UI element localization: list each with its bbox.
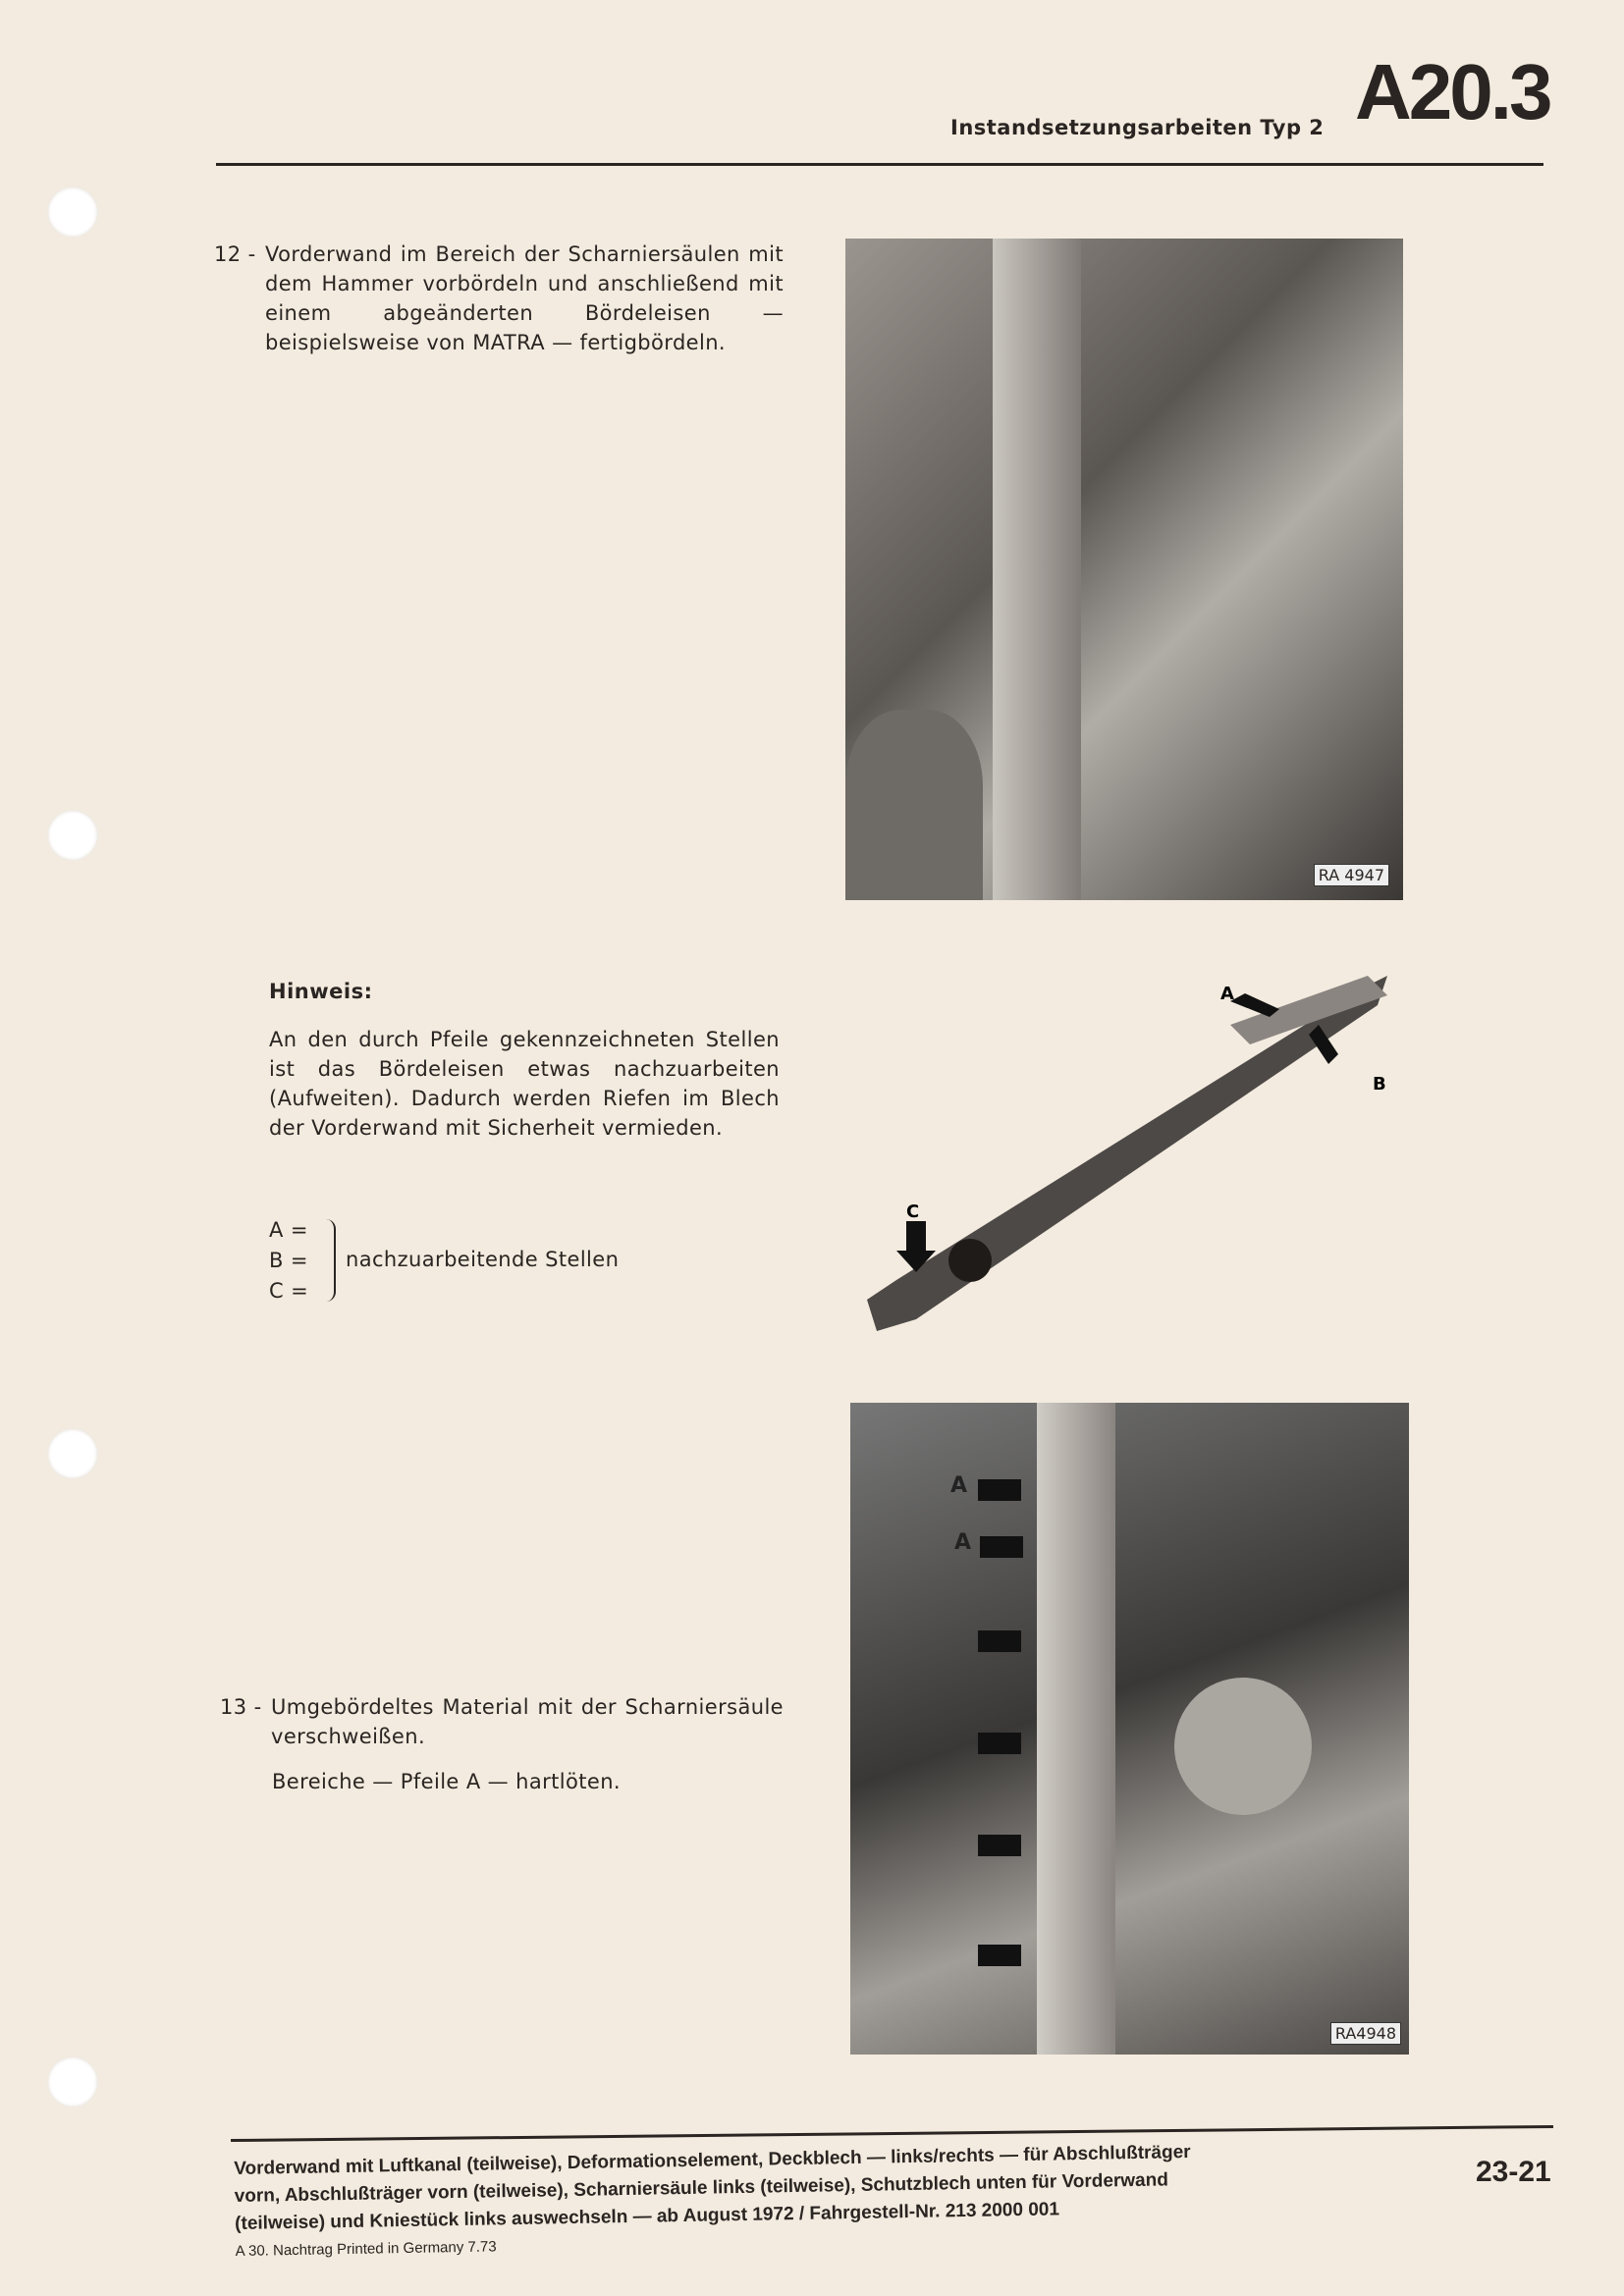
legend-key: A = [269, 1218, 308, 1242]
step-12 [214, 240, 784, 357]
step-13-sub: Bereiche — Pfeile A — hartlöten. [272, 1770, 622, 1793]
arrow-icon [978, 1630, 1021, 1652]
arrow-icon [978, 1945, 1021, 1966]
arrow-icon [978, 1733, 1021, 1754]
photo-hammer-flanging [845, 239, 1403, 900]
photo-welded-pillar [850, 1403, 1409, 2055]
arrow-icon [978, 1835, 1021, 1856]
step-text: Umgebördeltes Material mit der Scharniersäule verschweißen. [271, 1695, 784, 1748]
header-rule [216, 163, 1543, 166]
step-text: Vorderwand im Bereich der Scharniersäulen mit dem Hammer vorbördeln und anschließend mit einem abgeänderten Bördeleisen — beispielsweise von MATRA — fertigbördeln. [265, 242, 784, 354]
punch-hole [47, 810, 98, 861]
legend-keys [269, 1215, 308, 1307]
label-c: C [906, 1201, 920, 1222]
arrow-icon [980, 1536, 1023, 1558]
footer-line: (teilweise) und Kniestück links auswechseln — ab August 1972 / Fahrgestell-Nr. 213 2000 001 [235, 2199, 1060, 2234]
label-b: B [1373, 1074, 1386, 1095]
flanging-iron [867, 976, 1387, 1331]
legend-key: B = [269, 1249, 308, 1272]
figure-id: RA4948 [1330, 2022, 1401, 2045]
arrow-a [1230, 993, 1279, 1017]
label-a: A [954, 1530, 972, 1555]
figure-id: RA 4947 [1314, 864, 1389, 886]
step-13 [220, 1692, 784, 1751]
page-code: A20.3 [1355, 48, 1550, 135]
footer-line: Vorderwand mit Luftkanal (teilweise), Deformationselement, Deckblech — links/rechts — für Abschlußträger [234, 2141, 1191, 2179]
legend-text: nachzuarbeitende Stellen [346, 1248, 620, 1271]
flanging-iron-diagram [857, 966, 1391, 1335]
note-title: Hinweis: [269, 980, 373, 1003]
iron-hole [948, 1239, 992, 1282]
footer-line: vorn, Abschlußträger vorn (teilweise), Scharniersäule links (teilweise), Schutzblech unten für Vorderwand [234, 2169, 1169, 2207]
legend-brace [324, 1219, 336, 1302]
legend-key: C = [269, 1279, 309, 1303]
page-number: 23-21 [1476, 2156, 1551, 2188]
label-a: A [950, 1473, 968, 1498]
imprint: A 30. Nachtrag Printed in Germany 7.73 [235, 2238, 497, 2260]
step-number: 12 - [214, 242, 256, 266]
punch-hole [47, 187, 98, 238]
footer-title [234, 2135, 1443, 2266]
punch-hole [47, 2056, 98, 2108]
arrow-icon [978, 1479, 1021, 1501]
note-text: An den durch Pfeile gekennzeichneten Stellen ist das Bördeleisen etwas nachzuarbeiten (Aufweiten). Dadurch werden Riefen im Blech der Vorderwand mit Sicherheit vermieden. [269, 1028, 780, 1140]
label-a: A [1220, 984, 1234, 1004]
section-title: Instandsetzungsarbeiten Typ 2 [950, 116, 1325, 139]
punch-hole [47, 1428, 98, 1479]
step-number: 13 - [220, 1695, 262, 1719]
